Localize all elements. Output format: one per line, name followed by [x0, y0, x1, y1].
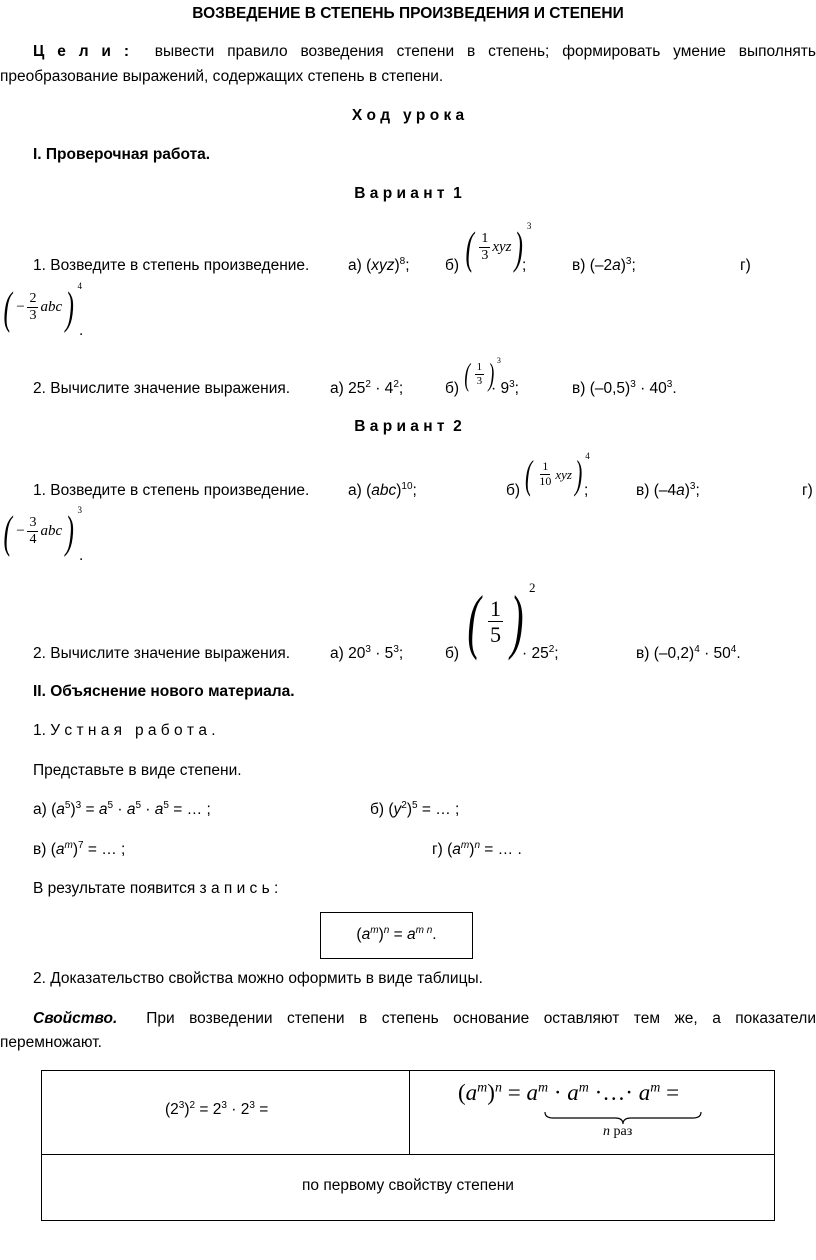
oral-prompt: Представьте в виде степени.: [33, 762, 242, 779]
property-text-line2: перемножают.: [0, 1034, 102, 1051]
oral-c: в) $(a^m)^7$ = … ;: [33, 839, 126, 858]
proof-text: 2. Доказательство свойства можно оформить в виде таблицы.: [33, 970, 483, 987]
v2-task1-d-end: .: [79, 547, 84, 564]
v1-task1-c: в) $(-2a)^3$;: [572, 255, 636, 274]
oral-b: б) $(y^2)^5$ = … ;: [370, 799, 460, 818]
v1-task2-b-label: б): [445, 380, 460, 397]
v1-task2-text: 2. Вычислите значение выражения.: [33, 380, 291, 397]
property-line1: [33, 1010, 816, 1028]
oral-d: г) $(a^m)^n$ = … .: [432, 839, 522, 858]
table-cell-example: $(2^3)^2 = 2^3 \cdot 2^3$ =: [165, 1099, 269, 1118]
v2-task1-a: а) (abc)$^{10}$;: [348, 480, 417, 499]
v2-task2-a: а) $20^3 \cdot 5^3$;: [330, 643, 404, 662]
n-times-label: n раз: [603, 1124, 633, 1139]
variant2-heading: В а р и а н т 2: [354, 418, 462, 435]
goals-line1: [33, 43, 816, 61]
v1-task1-b-formula: ( $\frac{1}{3}$ xyz ) 3: [465, 221, 532, 273]
oral-a: а) $(a^5)^3 = a^5 \cdot a^5 \cdot a^5$ = … ;: [33, 799, 211, 818]
v1-task2-b-formula: ( $\frac{1}{3}$ ) 3: [464, 356, 501, 392]
property-text-line1: При возведении степени в степень основание оставляют тем же, а показатели: [146, 1010, 816, 1027]
goals-label: Ц е л и :: [33, 43, 130, 60]
table-divider-vertical: [409, 1070, 410, 1154]
v2-task1-c: в) $(-4a)^3$;: [636, 480, 700, 499]
formula-power-of-power: $(a^m)^n = a^{m n}$.: [356, 924, 437, 943]
table-cell-formula: $(a^m)^n = a^m \cdot a^m$ ·…· $a^m$ =: [458, 1080, 680, 1105]
v2-task2-text: 2. Вычислите значение выражения.: [33, 645, 291, 662]
section2-title: II. Объяснение нового материала.: [33, 683, 295, 700]
goals-text-line1: вывести правило возведения степени в степень; формировать умение выполнять: [154, 43, 816, 60]
v1-task1-b-label: б): [445, 257, 460, 274]
v1-task2-c: в) $(-0,5)^3 \cdot 40^3$.: [572, 378, 677, 397]
v2-task1-d-label: г): [802, 482, 813, 499]
v1-task1-text: 1. Возведите в степень произведение.: [33, 257, 310, 274]
v1-task1-d-end: .: [79, 322, 84, 339]
goals-text-line2: преобразование выражений, содержащих степень в степени.: [0, 68, 444, 85]
oral-result-text: В результате появится з а п и с ь :: [33, 880, 279, 897]
property-label: Свойство.: [33, 1010, 118, 1027]
v2-task2-b-formula: ( $\frac{1}{5}$ ) 2: [467, 580, 536, 661]
n-times-text: раз: [613, 1124, 633, 1139]
oral-work-label: 1. У с т н а я р а б о т а .: [33, 722, 216, 739]
v1-task1-b-end: ;: [522, 257, 527, 274]
variant1-heading: В а р и а н т 1: [354, 185, 462, 202]
v2-task1-b-end: ;: [584, 482, 589, 499]
v2-task1-b-label: б): [506, 482, 521, 499]
v1-task1-d-formula: ( − $\frac{2}{3}$ abc ) 4: [3, 281, 82, 333]
lesson-heading: Х о д у р о к а: [351, 107, 465, 124]
v1-task1-a: а) (xyz)$^8$;: [348, 255, 410, 274]
v1-task2-b-end: · $9^3$;: [491, 378, 519, 397]
v2-task2-b-end: · $25^2$;: [522, 643, 559, 662]
v2-task1-text: 1. Возведите в степень произведение.: [33, 482, 310, 499]
section1-title: I. Проверочная работа.: [33, 146, 211, 163]
v2-task1-b-formula: ( $\frac{1}{10}$ xyz ) 4: [524, 451, 590, 497]
page-title: ВОЗВЕДЕНИЕ В СТЕПЕНЬ ПРОИЗВЕДЕНИЯ И СТЕПЕНИ: [192, 5, 624, 22]
table-footer: по первому свойству степени: [302, 1177, 514, 1194]
v1-task2-a: а) $25^2 \cdot 4^2$;: [330, 378, 404, 397]
v2-task1-d-formula: ( − $\frac{3}{4}$ abc ) 3: [3, 505, 82, 557]
v2-task2-b-label: б): [445, 645, 460, 662]
v2-task2-c: в) $(-0,2)^4 \cdot 50^4$.: [636, 643, 741, 662]
table-divider-horizontal: [41, 1154, 775, 1155]
v1-task1-d-label: г): [740, 257, 751, 274]
